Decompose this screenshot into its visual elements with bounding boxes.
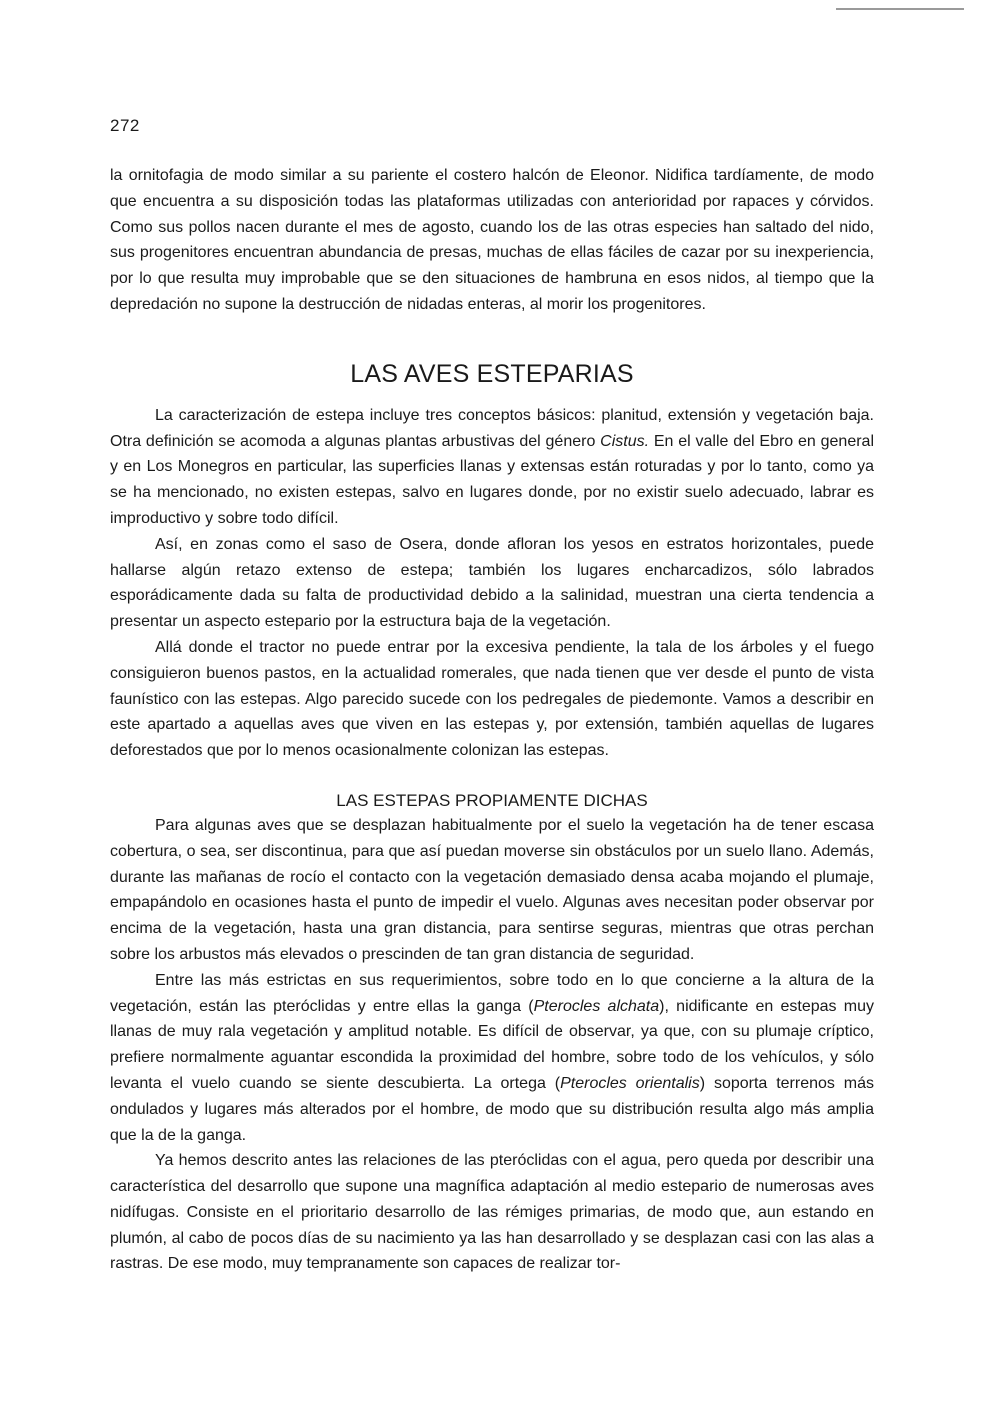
section-paragraph-3: Allá donde el tractor no puede entrar por la excesiva pendiente, la tala de los árboles y el fuego consiguieron buenos pastos, en la actualidad romerales, que nada tienen que ver desde el punto de vista faunístico con las estepas. Algo parecido sucede con los pedregales de piedemonte. Vamos a describir en este apartado a aquellas aves que viven en las estepas y, por extensión, también aquellas de lugares deforestados que por lo menos ocasionalmente colonizan las estepas.	[110, 638, 874, 760]
subsection-paragraph-2	[110, 968, 874, 1149]
species-pterocles-alchata: Pterocles alchata	[533, 997, 660, 1015]
page-body	[110, 163, 874, 1277]
section-paragraph-1	[110, 403, 874, 532]
genus-cistus: Cistus.	[600, 432, 650, 450]
subsection-title: LAS ESTEPAS PROPIAMENTE DICHAS	[336, 790, 648, 810]
page-number: 272	[110, 116, 140, 135]
intro-paragraph: la ornitofagia de modo similar a su pariente el costero halcón de Eleonor. Nidifica tardíamente, de modo que encuentra a su disposición todas las plataformas utilizadas con anterioridad por rapaces y córvidos. Como sus pollos nacen durante el mes de agosto, cuando los de las otras especies han saltado del nido, sus progenitores encuentran abundancia de presas, muchas de ellas fáciles de cazar por su inexperiencia, por lo que resulta muy improbable que se den situaciones de hambruna en esos nidos, al tiempo que la depredación no supone la destrucción de nidadas enteras, al morir los progenitores.	[110, 167, 874, 313]
subsection-paragraph-2-text-a: Entre las más estrictas en sus requerimientos, sobre todo en lo que concierne a la altura de la vegetación, están las pteróclidas y entre ellas la ganga (	[110, 971, 874, 1015]
section-paragraph-1-text-a: La caracterización de estepa incluye tres conceptos básicos: planitud, extensión y vegetación baja. Otra definición se acomoda a algunas plantas arbustivas del género	[110, 406, 874, 450]
section-title: LAS AVES ESTEPARIAS	[350, 359, 634, 388]
subsection-paragraph-2-text-c: ) soporta terrenos más ondulados y lugares más alterados por el hombre, de modo que su distribución resulta algo más amplia que la de la ganga.	[110, 1074, 875, 1144]
subsection-paragraph-1: Para algunas aves que se desplazan habitualmente por el suelo la vegetación ha de tener escasa cobertura, o sea, ser discontinua, para que así puedan moverse sin obstáculos por un suelo llano. Además, durante las mañanas de rocío el contacto con la vegetación demasiado densa acaba mojando el plumaje, empapándolo en ocasiones hasta el punto de impedir el vuelo. Algunas aves necesitan poder observar por encima de la vegetación, hasta una gran distancia, para sentirse seguras, mientras que otras perchan sobre los arbustos más elevados o prescinden de tan gran distancia de seguridad.	[110, 816, 874, 963]
subsection-paragraph-2-text-b: ), nidificante en estepas muy llanas de muy rala vegetación y amplitud notable. Es difícil de observar, ya que, con su plumaje críptico, prefiere normalmente aguantar escondida la proximidad del hombre, sobre todo de los vehículos, y sólo levanta el vuelo cuando se siente descubierta. La ortega (	[110, 997, 874, 1092]
section-paragraph-2: Así, en zonas como el saso de Osera, donde afloran los yesos en estratos horizontales, puede hallarse algún retazo extenso de estepa; también los lugares encharcadizos, sólo labrados esporádicamente dada su falta de productividad debido a la salinidad, muestran una cierta tendencia a presentar un aspecto estepario por la estructura baja de la vegetación.	[110, 535, 874, 631]
subsection-paragraph-3: Ya hemos descrito antes las relaciones de las pteróclidas con el agua, pero queda por describir una característica del desarrollo que supone una magnífica adaptación al medio estepario de numerosas aves nidífugas. Consiste en el prioritario desarrollo de las rémiges primarias, de modo que, aun estando en plumón, al cabo de pocos días de su nacimiento ya las han desarrollado y se desplazan casi con las alas a rastras. De ese modo, muy tempranamente son capaces de realizar tor-	[110, 1152, 874, 1273]
section-paragraph-1-text-b: En el valle del Ebro en general y en Los Monegros en particular, las superficies llanas y extensas están roturadas y por lo tanto, como ya se ha mencionado, no existen estepas, salvo en lugares donde, por no existir suelo adecuado, labrar es improductivo y sobre todo difícil.	[110, 432, 874, 527]
top-edge-rule	[836, 8, 964, 10]
species-pterocles-orientalis: Pterocles orientalis	[560, 1074, 700, 1092]
